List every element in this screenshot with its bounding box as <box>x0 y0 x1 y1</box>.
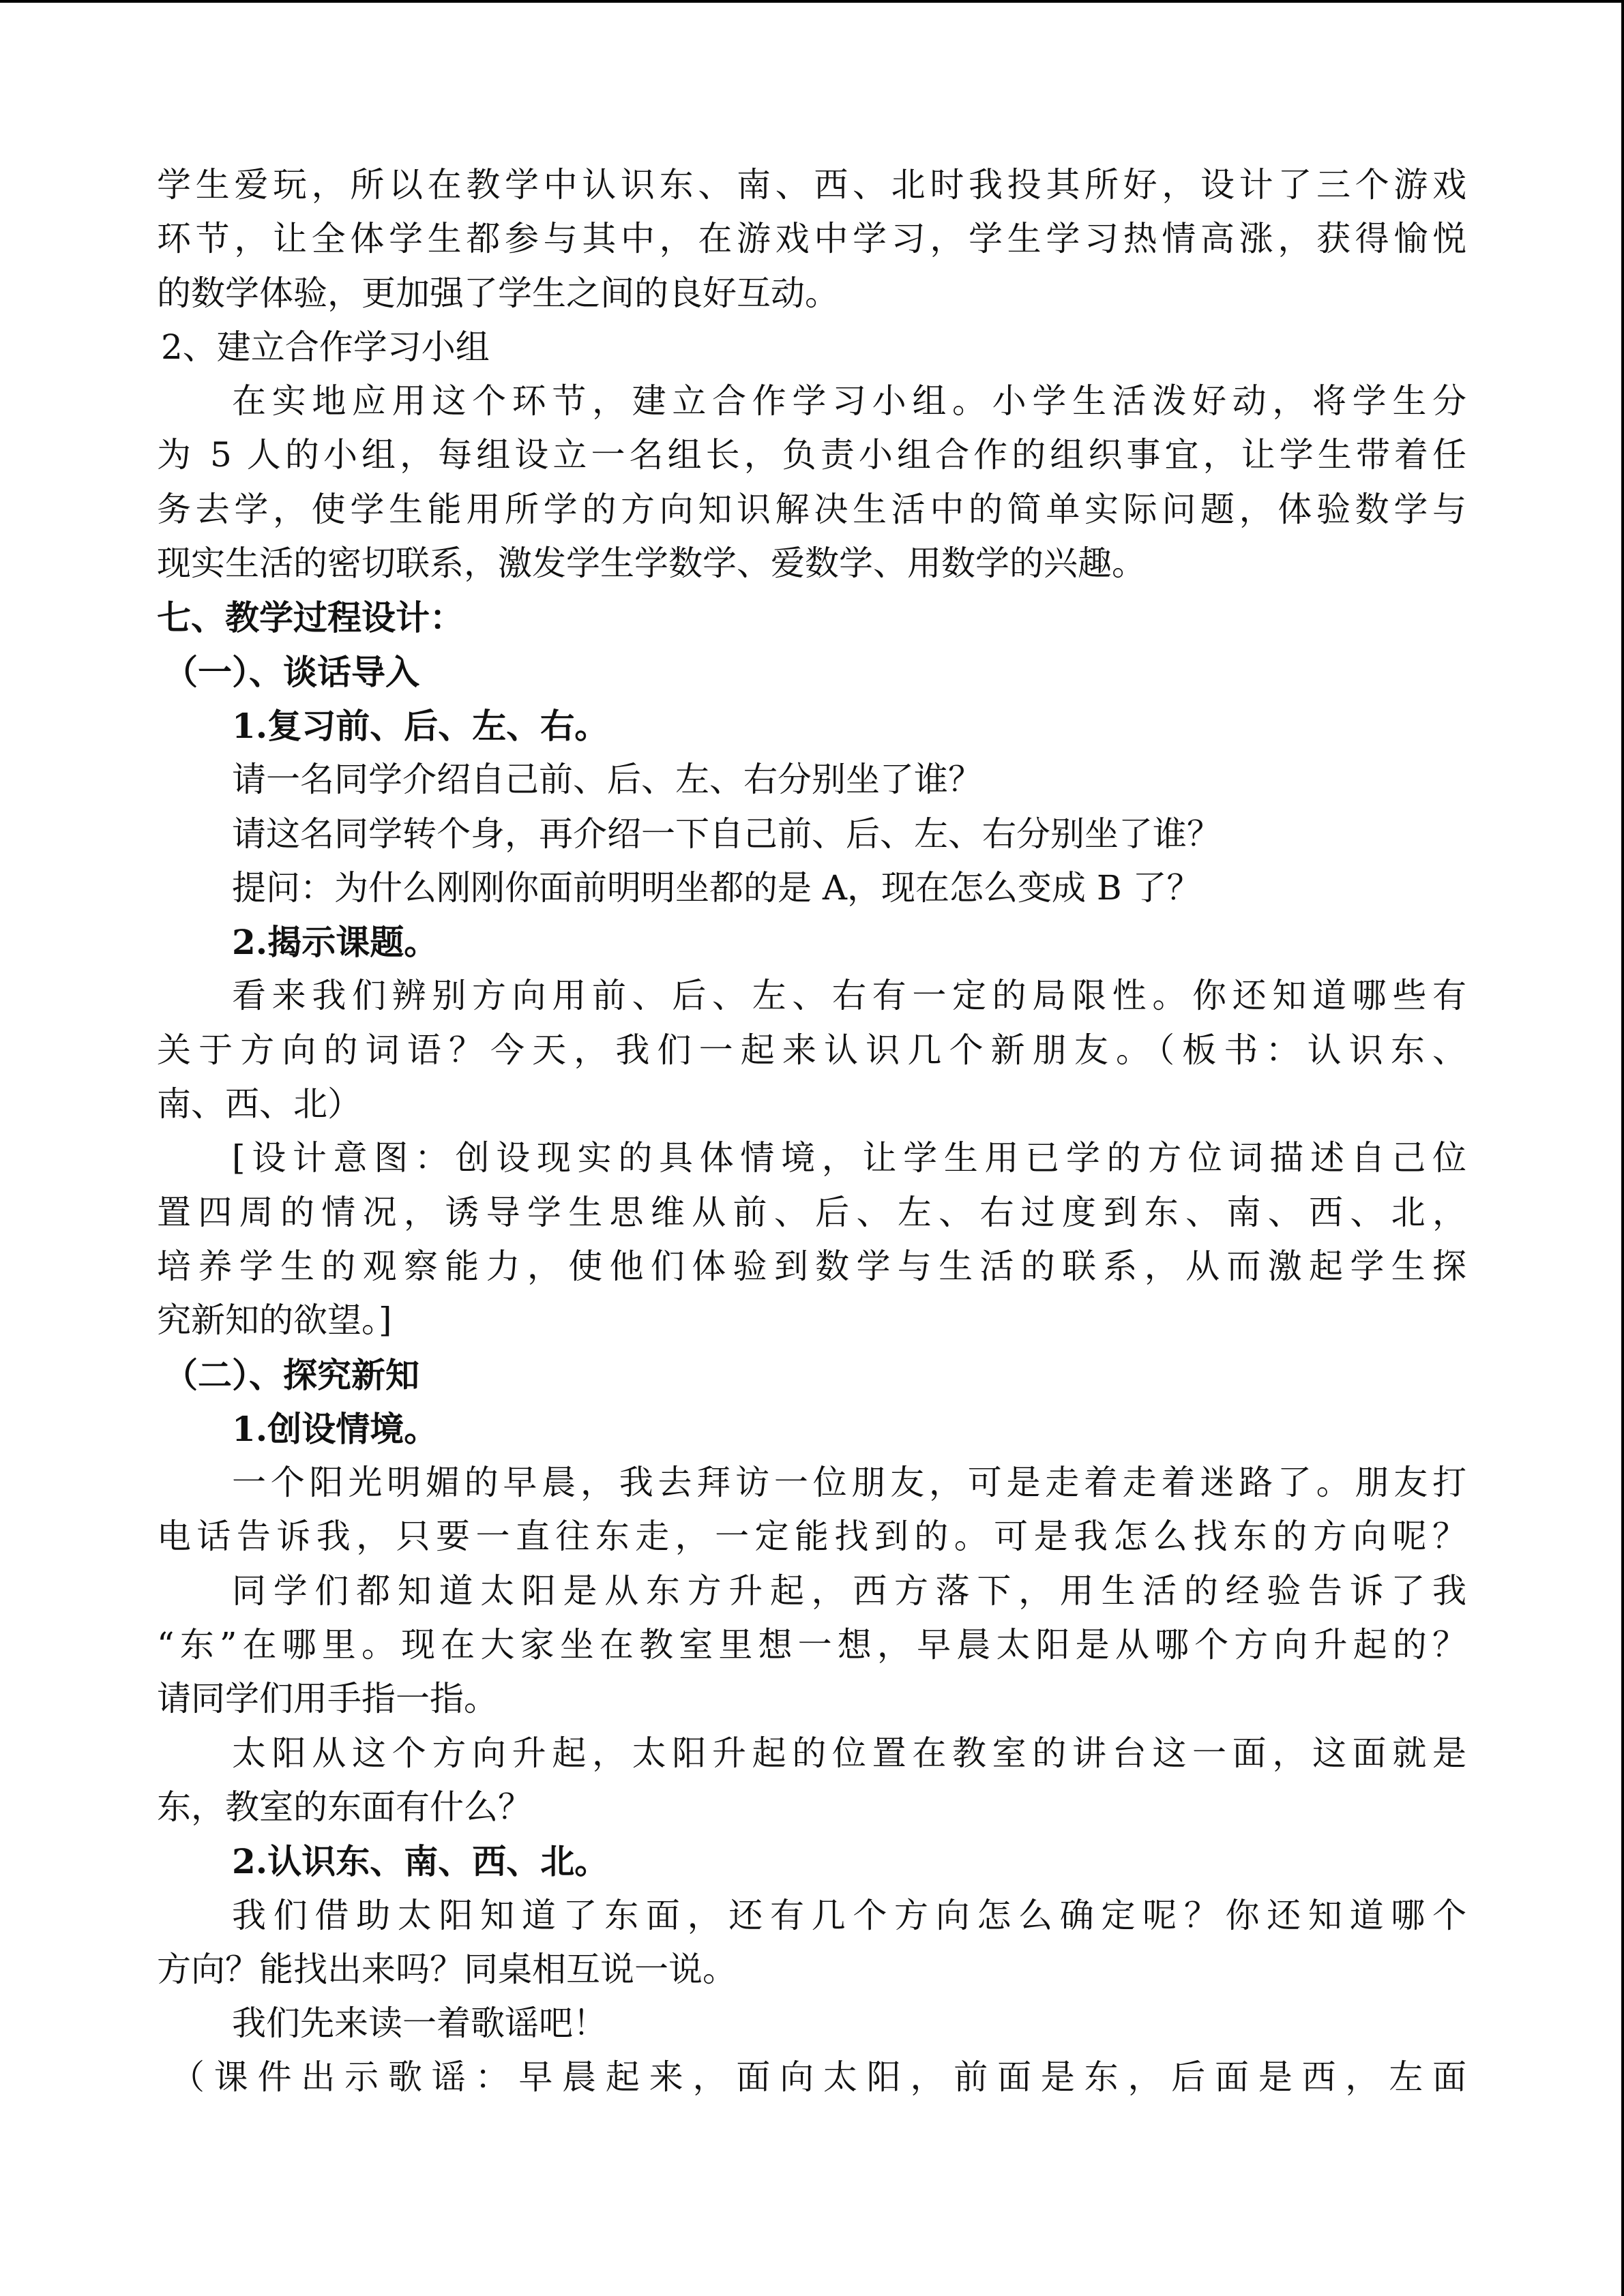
paragraph-line: 务去学，使学生能用所学的方向知识解决生活中的简单实际问题，体验数学与 <box>157 489 1466 529</box>
section-heading: （二）、探究新知 <box>164 1354 419 1395</box>
paragraph-line: 南、西、北） <box>157 1084 361 1124</box>
design-intent-line: 培养学生的观察能力，使他们体验到数学与生活的联系，从而激起学生探 <box>157 1246 1466 1286</box>
paragraph-line: 我们先来读一着歌谣吧！ <box>232 2003 607 2044</box>
page-border-top <box>0 0 1624 3</box>
paragraph-line: 关于方向的词语？今天，我们一起来认识几个新朋友。（板书：认识东、 <box>157 1030 1466 1070</box>
subsection-heading: 1.复习前、后、左、右。 <box>232 705 609 746</box>
section-heading: （一）、谈话导入 <box>164 651 419 692</box>
subsection-heading: 1.创设情境。 <box>232 1408 439 1449</box>
paragraph-line: （课件出示歌谣：早晨起来，面向太阳，前面是东，后面是西，左面 <box>171 2057 1466 2098</box>
paragraph-line: 请一名同学介绍自己前、后、左、右分别坐了谁？ <box>232 760 982 800</box>
paragraph-line: 电话告诉我，只要一直往东走，一定能找到的。可是我怎么找东的方向呢？ <box>157 1517 1466 1557</box>
paragraph-line: 一个阳光明媚的早晨，我去拜访一位朋友，可是走着走着迷路了。朋友打 <box>232 1463 1466 1503</box>
paragraph-line: 请同学们用手指一指。 <box>157 1679 498 1719</box>
paragraph-line: 为 5 人的小组，每组设立一名组长，负责小组合作的组织事宜，让学生带着任 <box>157 435 1466 475</box>
paragraph-line: 提问：为什么刚刚你面前明明坐都的是 A，现在怎么变成 B 了？ <box>232 867 1201 908</box>
paragraph-line: 方向？能找出来吗？同桌相互说一说。 <box>157 1949 737 1989</box>
subsection-heading: 2.认识东、南、西、北。 <box>232 1841 609 1882</box>
paragraph-line: 看来我们辨别方向用前、后、左、右有一定的局限性。你还知道哪些有 <box>232 976 1466 1016</box>
page-border-right <box>1621 0 1624 2296</box>
paragraph-line: 学生爱玩，所以在教学中认识东、南、西、北时我投其所好，设计了三个游戏 <box>157 165 1466 205</box>
paragraph-line: 我们借助太阳知道了东面，还有几个方向怎么确定呢？你还知道哪个 <box>232 1895 1466 1935</box>
paragraph-line: “东”在哪里。现在大家坐在教室里想一想，早晨太阳是从哪个方向升起的？ <box>157 1625 1466 1665</box>
design-intent-line: 置四周的情况，诱导学生思维从前、后、左、右过度到东、南、西、北， <box>157 1192 1466 1232</box>
paragraph-line: 太阳从这个方向升起，太阳升起的位置在教室的讲台这一面，这面就是 <box>232 1733 1466 1773</box>
paragraph-line: 环节，让全体学生都参与其中，在游戏中学习，学生学习热情高涨，获得愉悦 <box>157 219 1466 259</box>
paragraph-line: 同学们都知道太阳是从东方升起，西方落下，用生活的经验告诉了我 <box>232 1570 1466 1611</box>
paragraph-line: 请这名同学转个身，再介绍一下自己前、后、左、右分别坐了谁？ <box>232 814 1221 854</box>
design-intent-line: [设计意图：创设现实的具体情境，让学生用已学的方位词描述自己位 <box>232 1138 1466 1178</box>
paragraph-line: 的数学体验，更加强了学生之间的良好互动。 <box>157 273 839 313</box>
paragraph-line: 东，教室的东面有什么？ <box>157 1787 532 1827</box>
paragraph-line: 现实生活的密切联系，激发学生学数学、爱数学、用数学的兴趣。 <box>157 543 1146 584</box>
chapter-heading: 七、教学过程设计： <box>157 597 464 638</box>
paragraph-line: 在实地应用这个环节，建立合作学习小组。小学生活泼好动，将学生分 <box>232 381 1466 421</box>
subsection-heading: 2.揭示课题。 <box>232 922 439 963</box>
document-body <box>157 158 1466 2105</box>
section-heading: 2、建立合作学习小组 <box>161 327 490 367</box>
design-intent-line: 究新知的欲望。] <box>157 1300 392 1341</box>
